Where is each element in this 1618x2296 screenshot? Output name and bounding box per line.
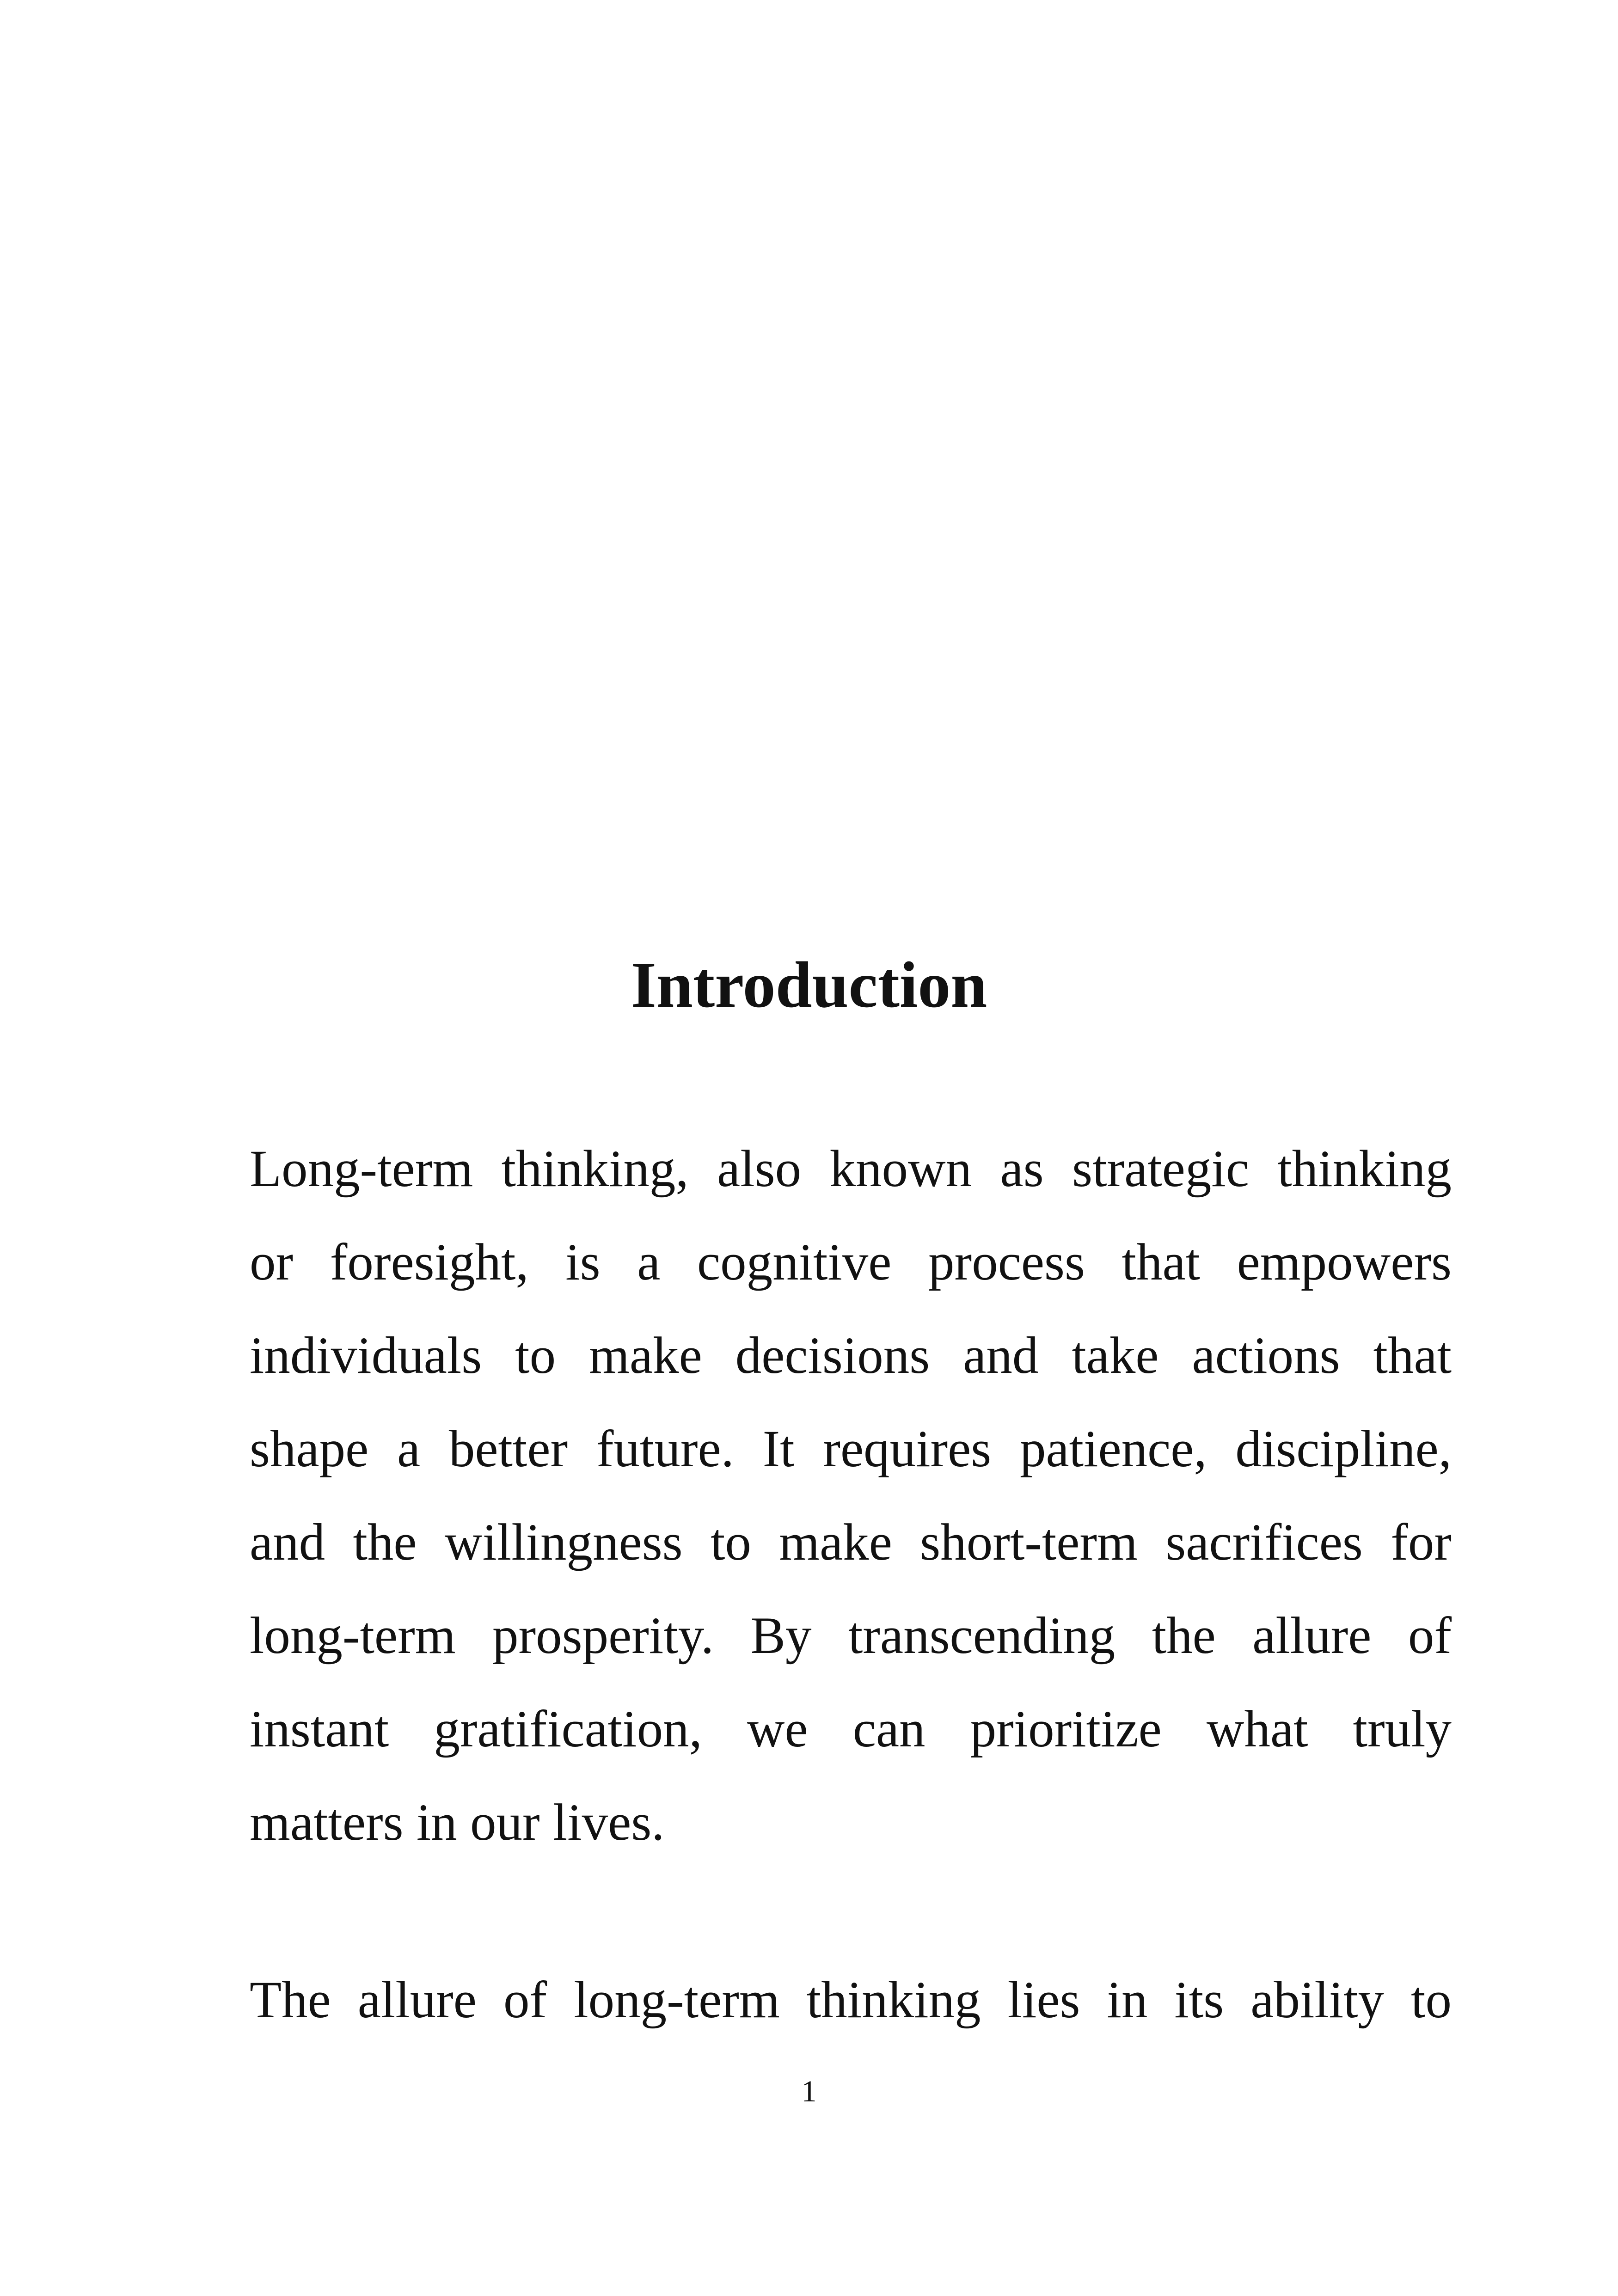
page-title: Introduction (631, 948, 987, 1021)
paragraph-line: shape a better future. It requires patience, discipline, (250, 1420, 1452, 1478)
paragraph-line: and the willingness to make short-term sacrifices for (250, 1513, 1452, 1571)
paragraph-line: matters in our lives. (250, 1794, 665, 1851)
paragraph-2 (250, 1953, 1452, 2047)
page-number: 1 (801, 2075, 817, 2108)
paragraph-line: long-term prosperity. By transcending the allure of (250, 1607, 1452, 1665)
paragraph-line: instant gratification, we can prioritize what truly (250, 1700, 1452, 1758)
paragraph-line: or foresight, is a cognitive process that empowers (250, 1233, 1452, 1291)
paragraph-line: individuals to make decisions and take actions that (250, 1327, 1452, 1384)
paragraph-line: The allure of long-term thinking lies in its ability to (250, 1971, 1452, 2029)
paragraph-1 (250, 1122, 1452, 1869)
paragraph-line: Long-term thinking, also known as strategic thinking (250, 1140, 1452, 1198)
